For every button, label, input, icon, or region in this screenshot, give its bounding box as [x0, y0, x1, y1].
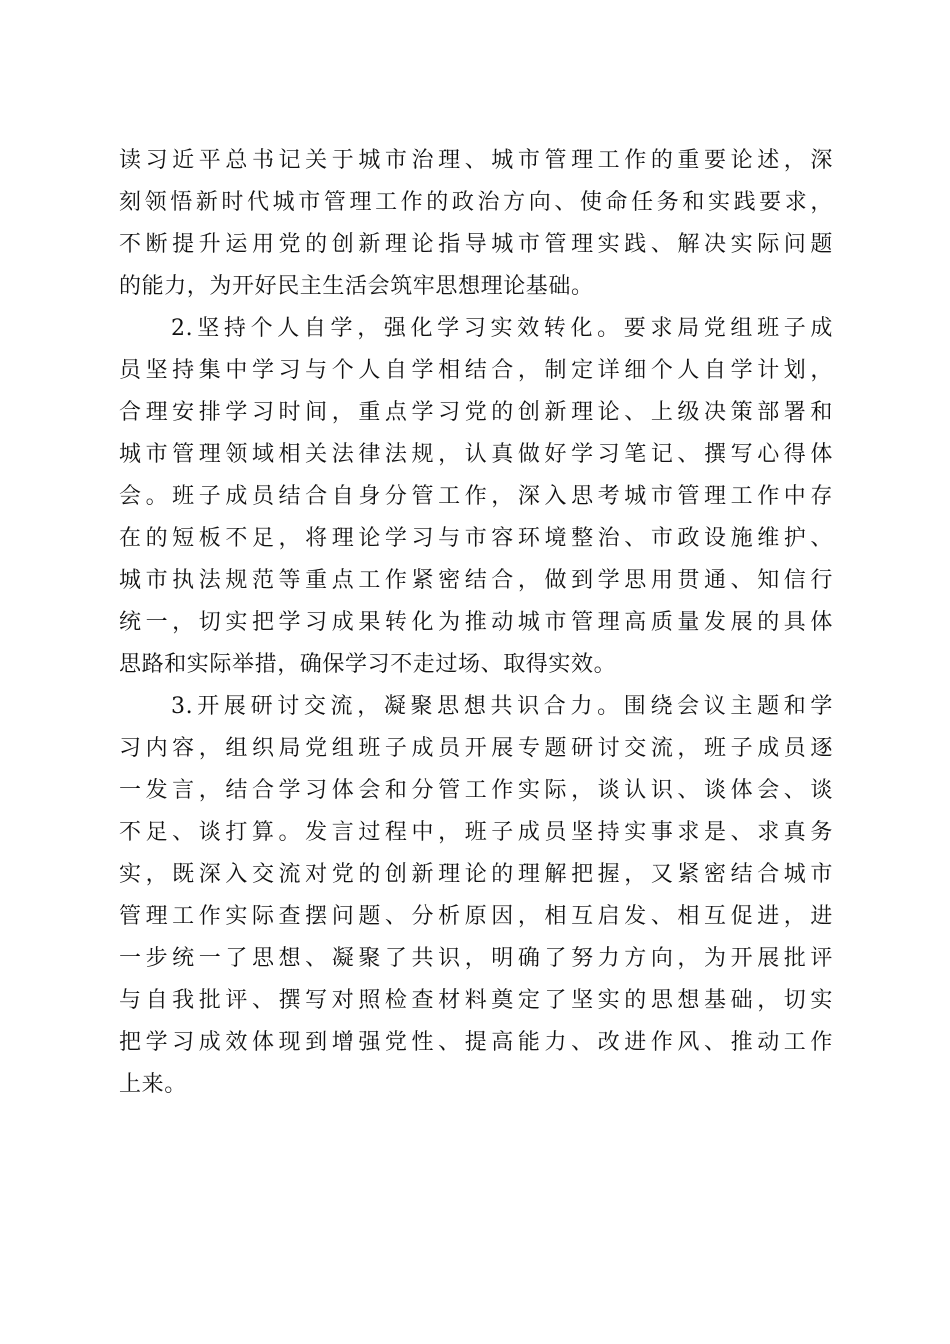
paragraph-line: 2.坚持个人自学，强化学习实效转化。要求局党组班子成 [171, 316, 833, 341]
paragraph-line: 一发言，结合学习体会和分管工作实际，谈认识、谈体会、谈 [119, 778, 833, 803]
paragraph-2 [119, 308, 833, 686]
paragraph-line: 不足、谈打算。发言过程中，班子成员坚持实事求是、求真务 [119, 820, 833, 845]
paragraph-line: 与自我批评、撰写对照检查材料奠定了坚实的思想基础，切实 [119, 988, 833, 1013]
paragraph-line: 习内容，组织局党组班子成员开展专题研讨交流，班子成员逐 [119, 736, 833, 761]
paragraph-line: 的能力，为开好民主生活会筑牢思想理论基础。 [119, 274, 594, 299]
paragraph-line: 会。班子成员结合自身分管工作，深入思考城市管理工作中存 [119, 484, 833, 509]
paragraph-line: 城市执法规范等重点工作紧密结合，做到学思用贯通、知信行 [119, 568, 833, 593]
paragraph-line: 思路和实际举措，确保学习不走过场、取得实效。 [119, 652, 617, 677]
paragraph-line: 一步统一了思想、凝聚了共识，明确了努力方向，为开展批评 [119, 946, 833, 971]
paragraph-line: 不断提升运用党的创新理论指导城市管理实践、解决实际问题 [119, 232, 833, 257]
paragraph-line: 员坚持集中学习与个人自学相结合，制定详细个人自学计划， [119, 358, 833, 383]
paragraph-line: 实，既深入交流对党的创新理论的理解把握，又紧密结合城市 [119, 862, 833, 887]
paragraph-line: 合理安排学习时间，重点学习党的创新理论、上级决策部署和 [119, 400, 833, 425]
paragraph-line: 刻领悟新时代城市管理工作的政治方向、使命任务和实践要求， [119, 190, 833, 215]
paragraph-line: 上来。 [119, 1072, 187, 1097]
paragraph-line: 把学习成效体现到增强党性、提高能力、改进作风、推动工作 [119, 1030, 833, 1055]
document-body [119, 140, 833, 1106]
paragraph-line: 统一，切实把学习成果转化为推动城市管理高质量发展的具体 [119, 610, 833, 635]
paragraph-line: 读习近平总书记关于城市治理、城市管理工作的重要论述，深 [119, 148, 833, 173]
paragraph-line: 在的短板不足，将理论学习与市容环境整治、市政设施维护、 [119, 526, 833, 551]
paragraph-line: 管理工作实际查摆问题、分析原因，相互启发、相互促进，进 [119, 904, 833, 929]
paragraph-1 [119, 140, 833, 308]
paragraph-line: 城市管理领域相关法律法规，认真做好学习笔记、撰写心得体 [119, 442, 833, 467]
paragraph-line: 3.开展研讨交流，凝聚思想共识合力。围绕会议主题和学 [171, 694, 833, 719]
paragraph-3 [119, 686, 833, 1106]
